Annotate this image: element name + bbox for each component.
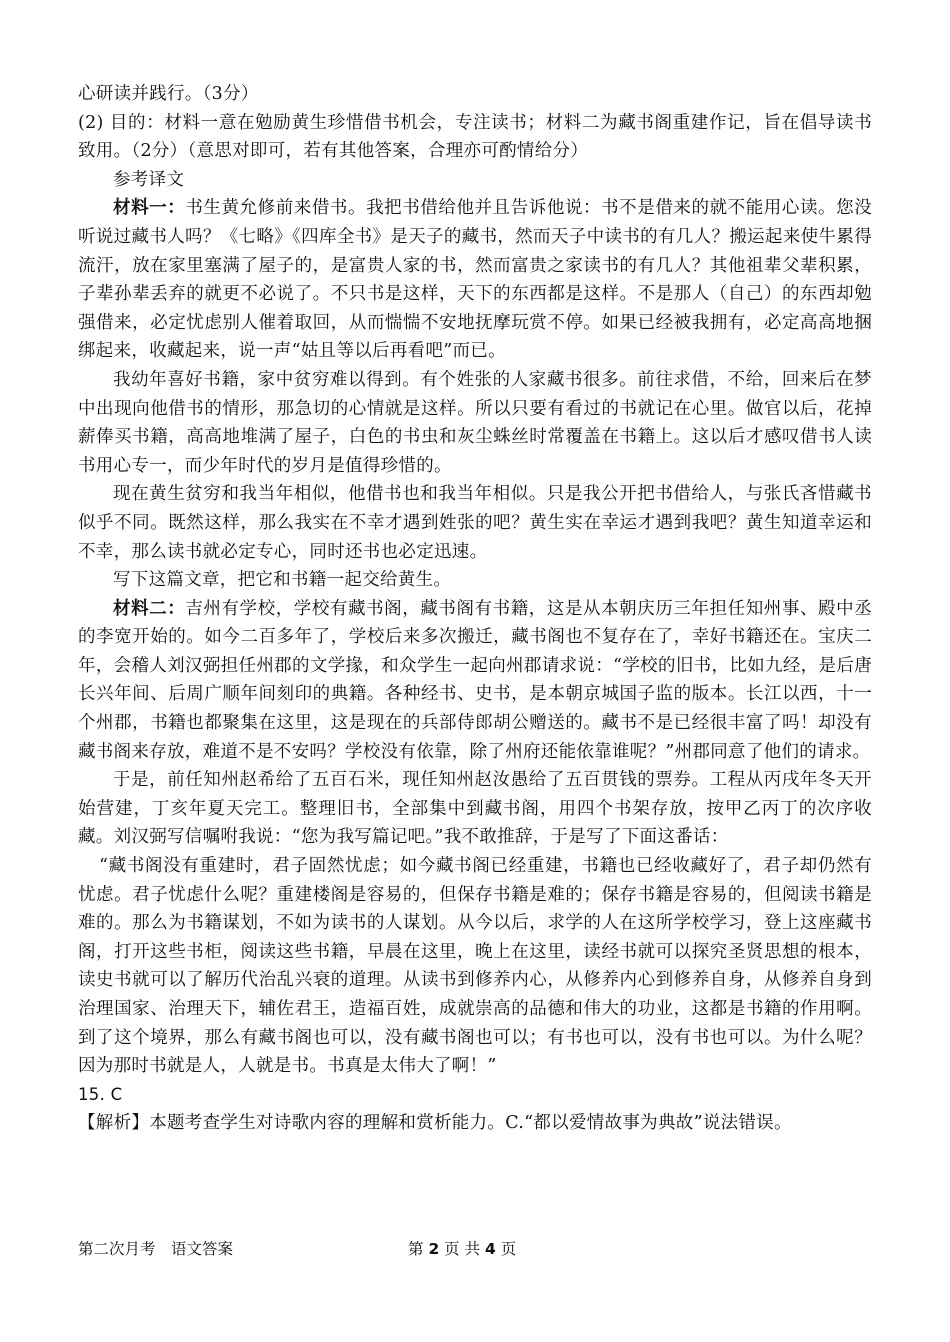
answer-line-2: (2) 目的：材料一意在勉励黄生珍惜借书机会，专注读书；材料二为藏书阁重建作记，旨在倡导读书致用。（2分）（意思对即可，若有其他答案，合理亦可酌情给分） [78,112,872,162]
footer-total-pages: 4 [485,1240,496,1258]
footer-exam-title: 第二次月考 语文答案 [78,1240,234,1258]
footer-page-prefix: 第 [408,1240,429,1258]
material1-para-4: 写下这篇文章，把它和书籍一起交给黄生。 [113,570,452,591]
material2-para-3: “藏书阁没有重建时，君子固然忧虑；如今藏书阁已经重建，书籍也已经收藏好了，君子却仍然有忧虑。君子忧虑什么呢？重建楼阁是容易的，但保存书籍是难的；保存书籍是容易的，但阅读书籍是难的。那么为书籍谋划，不如为读书的人谋划。从今以后，求学的人在这所学校学习，登上这座藏书阁，打开这些书柜，阅读这些书籍，早晨在这里，晚上在这里，读经书就可以探究圣贤思想的根本，读史书就可以了解历代治乱兴衰的道理。从读书到修养内心，从修养内心到修养自身，从修养自身到治理国家、治理天下，辅佐君王，造福百姓，成就崇高的品德和伟大的功业，这都是书籍的作用啊。到了这个境界，那么有藏书阁也可以，没有藏书阁也可以；有书也可以，没有书也可以。为什么呢？因为那时书就是人，人就是书。书真是太伟大了啊！” [78,856,872,1077]
answer-line-1: 心研读并践行。（3分） [78,84,259,104]
footer-current-page: 2 [428,1240,440,1258]
translation-title: 参考译文 [113,169,185,190]
material2-para-1 [78,595,872,767]
footer-page-mid: 页 共 [439,1240,486,1258]
page-footer [78,1237,872,1259]
material1-label: 材料一： [113,198,186,219]
material1-para-1-text: 书生黄允修前来借书。我把书借给他并且告诉他说：书不是借来的就不能用心读。您没听说过藏书人吗？《七略》《四库全书》是天子的藏书，然而天子中读书的有几人？搬运起来使牛累得流汗，放在家里塞满了屋子的，是富贵人家的书，然而富贵之家读书的有几人？其他祖辈父辈积累，子辈孙辈丢弃的就更不必说了。不只书是这样，天下的东西都是这样。不是那人（自己）的东西却勉强借来，必定忧虑别人催着取回，从而惴惴不安地抚摩玩赏不停。如果已经被我拥有，必定高高地捆绑起来，收藏起来，说一声“姑且等以后再看吧”而已。 [78,198,872,362]
material2-para-2: 于是，前任知州赵希给了五百石米，现任知州赵汝愚给了五百贯钱的票券。工程从丙戌年冬天开始营建，丁亥年夏天完工。整理旧书，全部集中到藏书阁，用四个书架存放，按甲乙丙丁的次序收藏。刘汉弼写信嘱咐我说：“您为我写篇记吧。”我不敢推辞，于是写了下面这番话： [78,770,872,848]
footer-page-number [408,1237,516,1259]
material2-para-1-text: 吉州有学校，学校有藏书阁，藏书阁有书籍，这是从本朝庆历三年担任知州事、殿中丞的李宽开始的。如今二百多年了，学校后来多次搬迁，藏书阁也不复存在了，幸好书籍还在。宝庆二年，会稽人刘汉弼担任州郡的文学掾，和众学生一起向州郡请求说：“学校的旧书，比如九经，是后唐长兴年间、后周广顺年间刻印的典籍。各种经书、史书，是本朝京城国子监的版本。长江以西，十一个州郡，书籍也都聚集在这里，这是现在的兵部侍郎胡公赠送的。藏书不是已经很丰富了吗！却没有藏书阁来存放，难道不是不安吗？学校没有依靠，除了州府还能依靠谁呢？”州郡同意了他们的请求。 [78,598,872,762]
question-15-analysis: 【解析】本题考查学生对诗歌内容的理解和赏析能力。C.“都以爱情故事为典故”说法错误。 [78,1113,792,1134]
material1-para-2: 我幼年喜好书籍，家中贫穷难以得到。有个姓张的人家藏书很多。前往求借，不给，回来后在梦中出现向他借书的情形，那急切的心情就是这样。所以只要有看过的书就记在心里。做官以后，花掉薪俸买书籍，高高地堆满了屋子，白色的书虫和灰尘蛛丝时常覆盖在书籍上。这以后才感叹借书人读书用心专一，而少年时代的岁月是值得珍惜的。 [78,369,872,476]
footer-page-suffix: 页 [495,1240,517,1258]
question-15-number: 15. C [78,1084,123,1104]
material1-para-3: 现在黄生贫穷和我当年相似，他借书也和我当年相似。只是我公开把书借给人，与张氏吝惜藏书似乎不同。既然这样，那么我实在不幸才遇到姓张的吧？黄生实在幸运才遇到我吧？黄生知道幸运和不幸，那么读书就必定专心，同时还书也必定迅速。 [78,484,872,562]
material1-para-1 [78,194,872,366]
material2-label: 材料二： [113,598,186,619]
